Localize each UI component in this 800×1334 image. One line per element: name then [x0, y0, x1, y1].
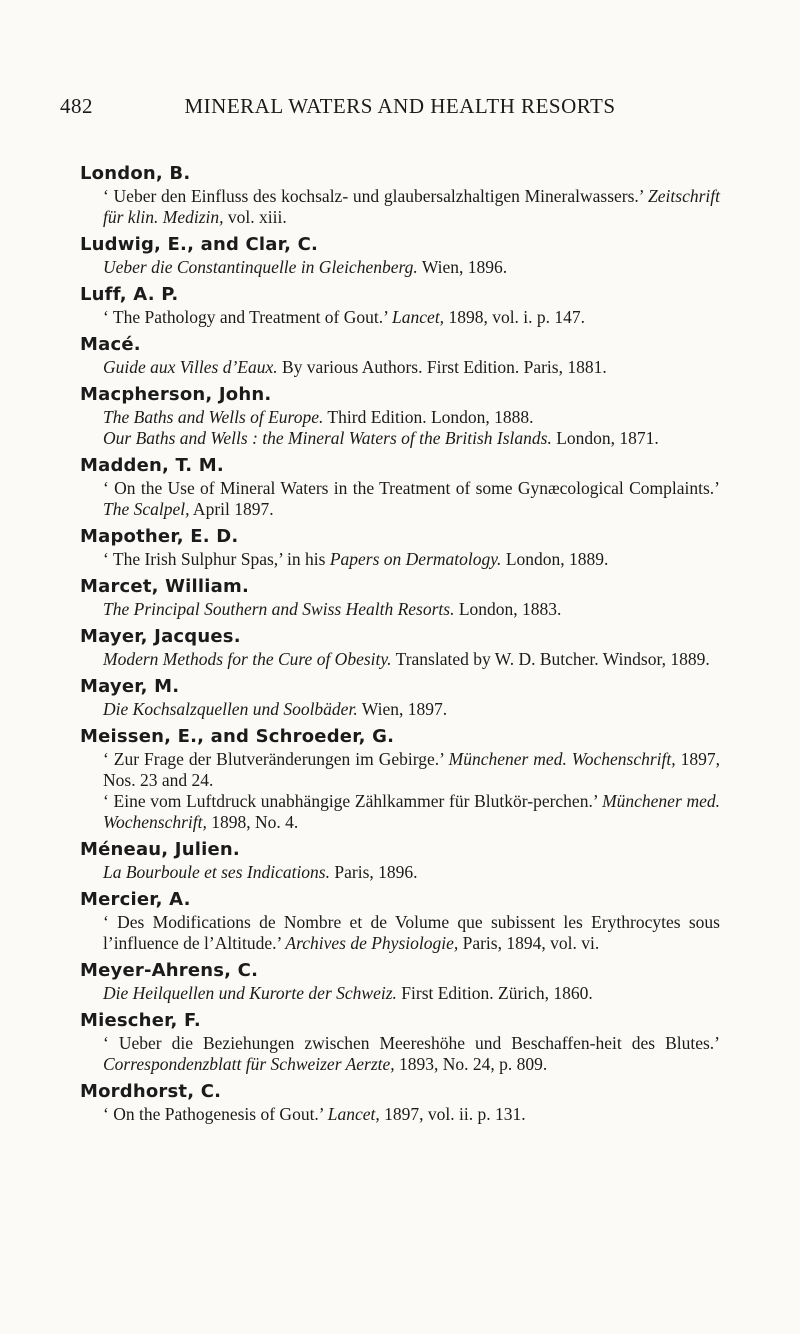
bibliography-entry [80, 575, 720, 620]
bibliography-entry [80, 838, 720, 883]
reference-text: ‘ The Pathology and Treatment of Gout.’ [103, 307, 393, 327]
coauthor-name: and Schroeder, G. [204, 726, 395, 747]
author-name: Mapother, E. D. [80, 526, 239, 547]
entry-author [80, 959, 720, 983]
entry-author [80, 888, 720, 912]
page-title: MINERAL WATERS AND HEALTH RESORTS [184, 94, 616, 118]
reference-details: 1897, Nos. 23 and 24. [103, 749, 721, 790]
reference-details: April 1897. [189, 499, 274, 519]
author-name: Meissen, E., [80, 726, 205, 747]
entry-reference [80, 749, 720, 791]
entry-author [80, 525, 720, 549]
reference-title: Münchener med. Wochenschrift, [103, 791, 720, 832]
reference-details: Paris, 1894, vol. vi. [458, 933, 600, 953]
author-name: Mayer, Jacques. [80, 626, 241, 647]
reference-title: Guide aux Villes d’Eaux. [103, 357, 278, 377]
reference-text: ‘ On the Use of Mineral Waters in the Treatment of some Gynæcological Complaints.’ [103, 478, 720, 498]
reference-title: Die Heilquellen und Kurorte der Schweiz. [103, 983, 397, 1003]
reference-details: Paris, 1896. [330, 862, 418, 882]
author-name: Ludwig, E., [80, 234, 195, 255]
reference-details: 1897, vol. ii. p. 131. [379, 1104, 526, 1124]
reference-details: Translated by W. D. Butcher. Windsor, 1889. [391, 649, 710, 669]
bibliography-entry [80, 333, 720, 378]
reference-title: Ueber die Constantinquelle in Gleichenberg. [103, 257, 418, 277]
author-name: Mercier, A. [80, 889, 191, 910]
entry-author [80, 725, 720, 749]
entry-reference [80, 257, 720, 278]
reference-title: The Baths and Wells of Europe. [103, 407, 324, 427]
author-name: Meyer-Ahrens, C. [80, 960, 259, 981]
reference-text: ‘ On the Pathogenesis of Gout.’ [103, 1104, 328, 1124]
reference-details: 1898, vol. i. p. 147. [444, 307, 586, 327]
entry-author [80, 454, 720, 478]
reference-title: Our Baths and Wells : the Mineral Waters of the British Islands. [103, 428, 552, 448]
entry-reference [80, 428, 720, 449]
bibliography-entry [80, 454, 720, 520]
entry-reference [80, 599, 720, 620]
reference-title: Modern Methods for the Cure of Obesity. [103, 649, 392, 669]
reference-details: London, 1871. [551, 428, 659, 448]
entry-author [80, 625, 720, 649]
author-name: Mayer, M. [80, 676, 180, 697]
entry-reference [80, 307, 720, 328]
entry-author [80, 162, 720, 186]
reference-text: ‘ Des Modifications de Nombre et de Volume que subissent les Erythrocytes sous l’influence de l’Altitude.’ [103, 912, 720, 953]
page-number: 482 [60, 94, 93, 118]
bibliography-entry [80, 888, 720, 954]
author-name: Méneau, Julien. [80, 839, 240, 860]
reference-details: London, 1889. [501, 549, 609, 569]
bibliography-entry [80, 725, 720, 833]
reference-details: First Edition. Zürich, 1860. [396, 983, 593, 1003]
reference-title: The Principal Southern and Swiss Health Resorts. [103, 599, 455, 619]
bibliography-entry [80, 625, 720, 670]
bibliography-entry [80, 675, 720, 720]
bibliography-entry [80, 162, 720, 228]
reference-title: Lancet, [327, 1104, 380, 1124]
author-name: Macé. [80, 334, 141, 355]
entry-reference [80, 357, 720, 378]
author-name: Macpherson, John. [80, 384, 272, 405]
reference-title: Zeitschrift für klin. Medizin, [103, 186, 720, 227]
reference-details: By various Authors. First Edition. Paris, 1881. [277, 357, 607, 377]
author-name: Mordhorst, C. [80, 1081, 222, 1102]
reference-title: Correspondenzblatt für Schweizer Aerzte, [103, 1054, 395, 1074]
author-name: London, B. [80, 163, 191, 184]
reference-text: ‘ Ueber den Einfluss des kochsalz- und glaubersalzhaltigen Mineralwassers.’ [103, 186, 649, 206]
reference-details: London, 1883. [454, 599, 562, 619]
entry-reference [80, 407, 720, 428]
entry-reference [80, 549, 720, 570]
bibliography-entry [80, 1080, 720, 1125]
bibliography-entry [80, 1009, 720, 1075]
reference-text: ‘ The Irish Sulphur Spas,’ in his [103, 549, 330, 569]
reference-details: Wien, 1897. [357, 699, 448, 719]
bibliography-entry [80, 383, 720, 449]
reference-title: Die Kochsalzquellen und Soolbäder. [103, 699, 358, 719]
reference-text: ‘ Zur Frage der Blutveränderungen im Gebirge.’ [103, 749, 449, 769]
entry-reference [80, 478, 720, 520]
reference-details: Wien, 1896. [417, 257, 508, 277]
bibliography-entry [80, 233, 720, 278]
entry-author [80, 1080, 720, 1104]
bibliography-entry [80, 959, 720, 1004]
bibliography-list [80, 162, 720, 1130]
entry-author [80, 233, 720, 257]
reference-title: La Bourboule et ses Indications. [103, 862, 330, 882]
entry-reference [80, 699, 720, 720]
reference-text: ‘ Ueber die Beziehungen zwischen Meereshöhe und Beschaffen-heit des Blutes.’ [103, 1033, 720, 1053]
entry-reference [80, 1104, 720, 1125]
reference-details: 1898, No. 4. [206, 812, 299, 832]
entry-author [80, 1009, 720, 1033]
bibliography-entry [80, 525, 720, 570]
author-name: Marcet, William. [80, 576, 249, 597]
coauthor-name: and Clar, C. [194, 234, 319, 255]
entry-reference [80, 791, 720, 833]
entry-reference [80, 862, 720, 883]
entry-author [80, 383, 720, 407]
entry-author [80, 283, 720, 307]
reference-details: vol. xiii. [223, 207, 287, 227]
reference-title: Papers on Dermatology. [329, 549, 502, 569]
author-name: Miescher, F. [80, 1010, 201, 1031]
reference-title: Archives de Physiologie, [285, 933, 459, 953]
entry-reference [80, 1033, 720, 1075]
reference-details: 1893, No. 24, p. 809. [394, 1054, 548, 1074]
reference-title: Lancet, [392, 307, 445, 327]
entry-author [80, 575, 720, 599]
reference-text: ‘ Eine vom Luftdruck unabhängige Zählkammer für Blutkör-perchen.’ [103, 791, 603, 811]
author-name: Madden, T. M. [80, 455, 224, 476]
entry-reference [80, 649, 720, 670]
bibliography-entry [80, 283, 720, 328]
entry-reference [80, 912, 720, 954]
reference-details: Third Edition. London, 1888. [323, 407, 534, 427]
entry-reference [80, 983, 720, 1004]
entry-author [80, 838, 720, 862]
author-name: Luff, A. P. [80, 284, 179, 305]
reference-title: The Scalpel, [103, 499, 190, 519]
entry-reference [80, 186, 720, 228]
reference-title: Münchener med. Wochenschrift, [448, 749, 676, 769]
entry-author [80, 675, 720, 699]
entry-author [80, 333, 720, 357]
